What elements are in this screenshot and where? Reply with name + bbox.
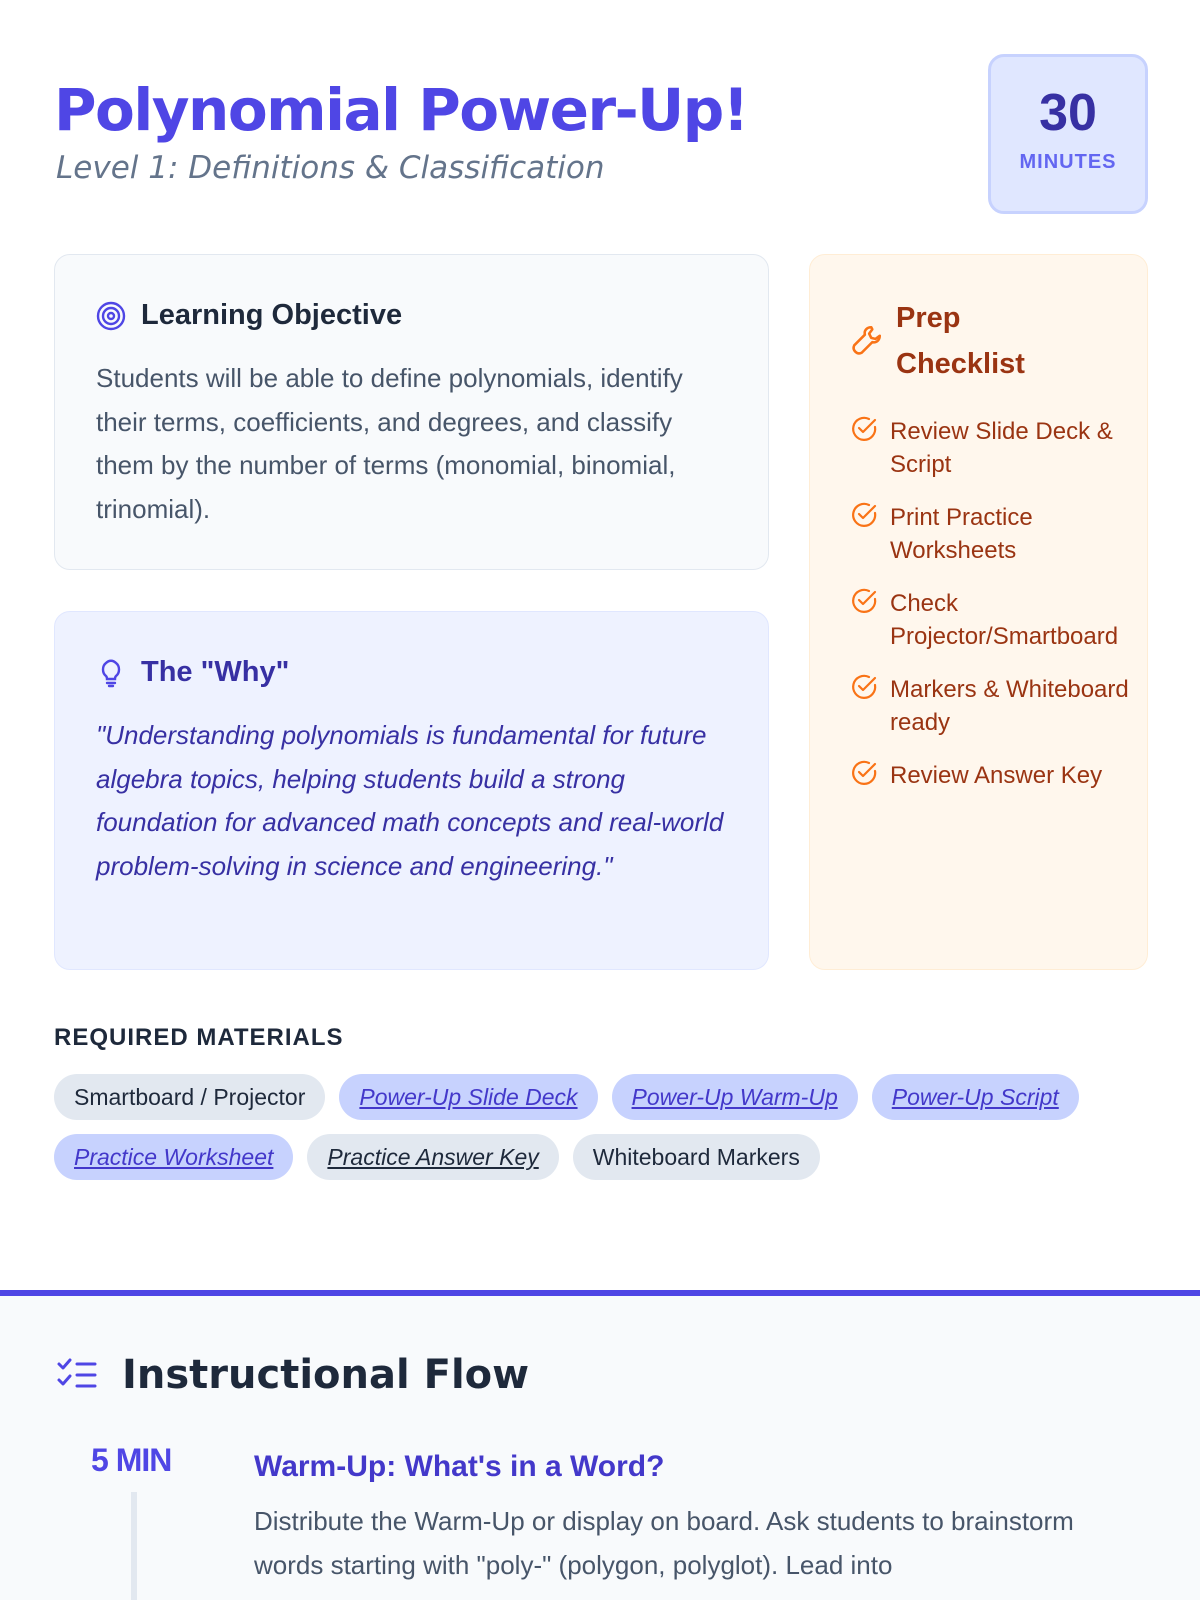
prep-checklist-title: Prep Checklist [896, 302, 1025, 380]
material-link-slide-deck[interactable]: Power-Up Slide Deck [339, 1074, 597, 1120]
check-circle-icon [850, 501, 878, 529]
learning-objective-text: Students will be able to define polynomials, identify their terms, coefficients, and degrees, and classify them by the number of terms (monomial, binomial, trinomial). [96, 363, 683, 524]
timeline-connector [131, 1492, 137, 1600]
checklist-item[interactable] [850, 415, 1140, 481]
checklist-item-label: Review Answer Key [890, 762, 1103, 789]
wrench-icon [850, 323, 884, 357]
materials-list [54, 1074, 1148, 1180]
required-materials [54, 1024, 1148, 1180]
checklist-item[interactable] [850, 673, 1140, 739]
materials-heading: REQUIRED MATERIALS [54, 1024, 344, 1051]
material-link-warm-up[interactable]: Power-Up Warm-Up [612, 1074, 858, 1120]
material-link-script[interactable]: Power-Up Script [872, 1074, 1079, 1120]
why-text: "Understanding polynomials is fundamental for future algebra topics, helping students build a strong foundation for advanced math concepts and real-world problem-solving in science and engineering." [96, 720, 724, 881]
lesson-header [54, 54, 1148, 214]
duration-value: 30 [1039, 84, 1097, 142]
learning-objective-card [54, 254, 769, 570]
prep-checklist [850, 415, 1140, 812]
page-subtitle: Level 1: Definitions & Classification [56, 150, 605, 186]
material-chip-smartboard: Smartboard / Projector [54, 1074, 325, 1120]
learning-objective-header [95, 299, 402, 332]
prep-checklist-card [809, 254, 1148, 970]
material-chip-markers: Whiteboard Markers [573, 1134, 820, 1180]
material-link-answer-key[interactable]: Practice Answer Key [307, 1134, 558, 1180]
why-card [54, 611, 769, 970]
page-title: Polynomial Power-Up! [54, 76, 748, 144]
instructional-flow-section [0, 1296, 1200, 1600]
checklist-item-label: Markers & Whiteboard ready [890, 676, 1129, 736]
instructional-flow-header [56, 1352, 529, 1398]
list-checks-icon [56, 1354, 98, 1396]
target-icon [95, 300, 127, 332]
checklist-item-label: Print Practice Worksheets [890, 504, 1033, 564]
material-link-practice-worksheet[interactable]: Practice Worksheet [54, 1134, 293, 1180]
step-description: Distribute the Warm-Up or display on board. Ask students to brainstorm words starting with "poly-" (polygon, polyglot). Lead into [254, 1506, 1074, 1580]
check-circle-icon [850, 415, 878, 443]
why-title: The "Why" [141, 656, 290, 688]
duration-unit: MINUTES [1019, 151, 1117, 173]
lightbulb-icon [95, 657, 127, 689]
checklist-item[interactable] [850, 587, 1140, 653]
prep-checklist-header [850, 295, 1096, 387]
step-title: Warm-Up: What's in a Word? [254, 1450, 665, 1483]
check-circle-icon [850, 759, 878, 787]
step-duration: 5 MIN [91, 1442, 172, 1478]
check-circle-icon [850, 587, 878, 615]
checklist-item[interactable] [850, 759, 1140, 792]
checklist-item-label: Review Slide Deck & Script [890, 418, 1113, 478]
checklist-item[interactable] [850, 501, 1140, 567]
why-header [95, 656, 289, 689]
checklist-item-label: Check Projector/Smartboard [890, 590, 1119, 650]
learning-objective-title: Learning Objective [141, 299, 403, 331]
duration-badge [988, 54, 1148, 214]
check-circle-icon [850, 673, 878, 701]
instructional-flow-title: Instructional Flow [122, 1352, 530, 1398]
